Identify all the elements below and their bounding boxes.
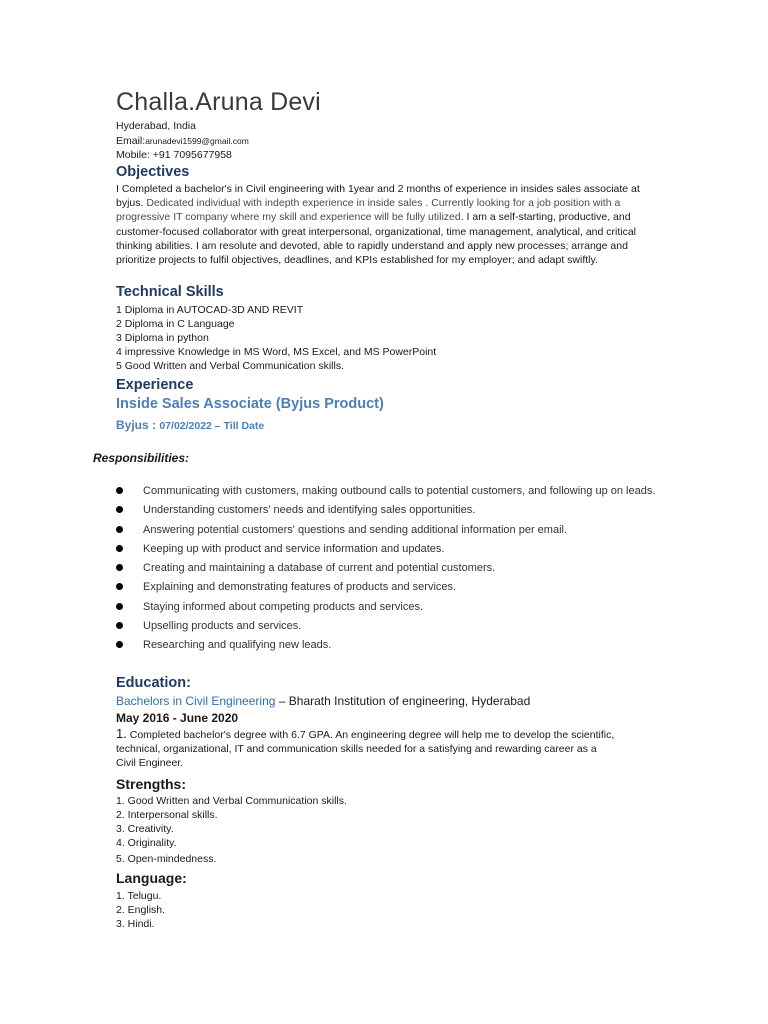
responsibilities-list — [116, 484, 656, 658]
skill-item: 4 impressive Knowledge in MS Word, MS Excel, and MS PowerPoint — [116, 346, 437, 358]
education-text: Completed bachelor's degree with 6.7 GPA. An engineering degree will help me to develop the scientific, technical, organizational, IT and communication skills needed for a satisfying and rewarding career as a Civil Engineer. — [116, 729, 615, 770]
bullet-icon — [116, 622, 123, 629]
job-dates: 07/02/2022 – Till Date — [159, 420, 265, 432]
list-item-text: Researching and qualifying new leads. — [143, 639, 332, 652]
objectives-heading: Objectives — [116, 164, 190, 180]
degree-name: Bachelors in Civil Engineering — [116, 694, 276, 708]
list-item — [116, 503, 656, 518]
bullet-icon — [116, 545, 123, 552]
list-item-text: Understanding customers' needs and identifying sales opportunities. — [143, 504, 476, 517]
list-item-text: Explaining and demonstrating features of products and services. — [143, 581, 457, 594]
bullet-icon — [116, 487, 123, 494]
list-item-text: Creating and maintaining a database of current and potential customers. — [143, 562, 496, 575]
strength-item: 4. Originality. — [116, 837, 177, 849]
education-number: 1. — [116, 726, 127, 741]
list-item — [116, 542, 656, 557]
list-item — [116, 638, 656, 653]
strength-item: 1. Good Written and Verbal Communication skills. — [116, 795, 347, 807]
list-item — [116, 580, 656, 595]
skill-item: 1 Diploma in AUTOCAD-3D AND REVIT — [116, 304, 304, 316]
list-item-text: Keeping up with product and service information and updates. — [143, 542, 445, 555]
education-degree-line — [116, 694, 530, 708]
list-item — [116, 600, 656, 615]
institution: – Bharath Institution of engineering, Hyderabad — [275, 694, 531, 708]
technical-skills-heading: Technical Skills — [116, 284, 224, 300]
list-item-text: Communicating with customers, making outbound calls to potential customers, and following up on leads. — [143, 485, 656, 497]
objectives-text-1: I Completed a bachelor's in Civil engineering with 1year and 2 months of experience in insides sales associate at byjus. — [116, 183, 640, 210]
list-item — [116, 523, 656, 538]
strength-item: 2. Interpersonal skills. — [116, 809, 218, 821]
bullet-icon — [116, 506, 123, 513]
list-item — [116, 561, 656, 576]
candidate-name: Challa.Aruna Devi — [116, 88, 321, 116]
education-heading: Education: — [116, 675, 191, 691]
bullet-icon — [116, 526, 123, 533]
experience-heading: Experience — [116, 377, 194, 393]
bullet-icon — [116, 641, 123, 648]
skill-item: 2 Diploma in C Language — [116, 318, 235, 330]
email-line — [116, 134, 249, 148]
list-item — [116, 484, 656, 499]
education-years: May 2016 - June 2020 — [116, 711, 239, 725]
language-item: 2. English. — [116, 904, 166, 916]
language-heading: Language: — [116, 870, 187, 886]
bullet-icon — [116, 564, 123, 571]
objectives-text — [116, 182, 656, 267]
bullet-icon — [116, 583, 123, 590]
job-company — [116, 418, 264, 432]
location: Hyderabad, India — [116, 120, 196, 132]
company-name: Byjus : — [116, 418, 160, 432]
bullet-icon — [116, 603, 123, 610]
language-item: 1. Telugu. — [116, 890, 162, 902]
skill-item: 3 Diploma in python — [116, 332, 209, 344]
list-item-text: Answering potential customers' questions and sending additional information per email. — [143, 523, 568, 536]
list-item-text: Staying informed about competing products and services. — [143, 600, 424, 613]
responsibilities-label: Responsibilities: — [93, 451, 190, 465]
list-item — [116, 619, 656, 634]
strengths-heading: Strengths: — [116, 776, 186, 792]
job-title: Inside Sales Associate (Byjus Product) — [116, 396, 384, 412]
language-item: 3. Hindi. — [116, 918, 155, 930]
mobile: Mobile: +91 7095677958 — [116, 149, 232, 161]
strength-item: 3. Creativity. — [116, 823, 174, 835]
email-address: arunadevi1599@gmail.com — [145, 136, 249, 146]
email-label: Email: — [116, 135, 146, 147]
objectives-text-2: Dedicated individual with indepth experience in inside sales . Currently looking for a job position with a progressive IT company where my skill and experience will be fully utilized — [116, 197, 621, 224]
skill-item: 5 Good Written and Verbal Communication skills. — [116, 360, 344, 372]
education-description — [116, 727, 616, 771]
list-item-text: Upselling products and services. — [143, 620, 302, 633]
objectives-text-3: . I am a self-starting, productive, and customer-focused collaborator with great interpersonal, organizational, time management, analytical, and critical thinking abilities. I am resolute and devoted, able to rapidly understand and apply new processes; arrange and prioritize projects to fulfil objectives, deadlines, and KPIs established for my employer; and adapt swiftly. — [116, 211, 637, 267]
strength-item: 5. Open-mindedness. — [116, 853, 217, 865]
